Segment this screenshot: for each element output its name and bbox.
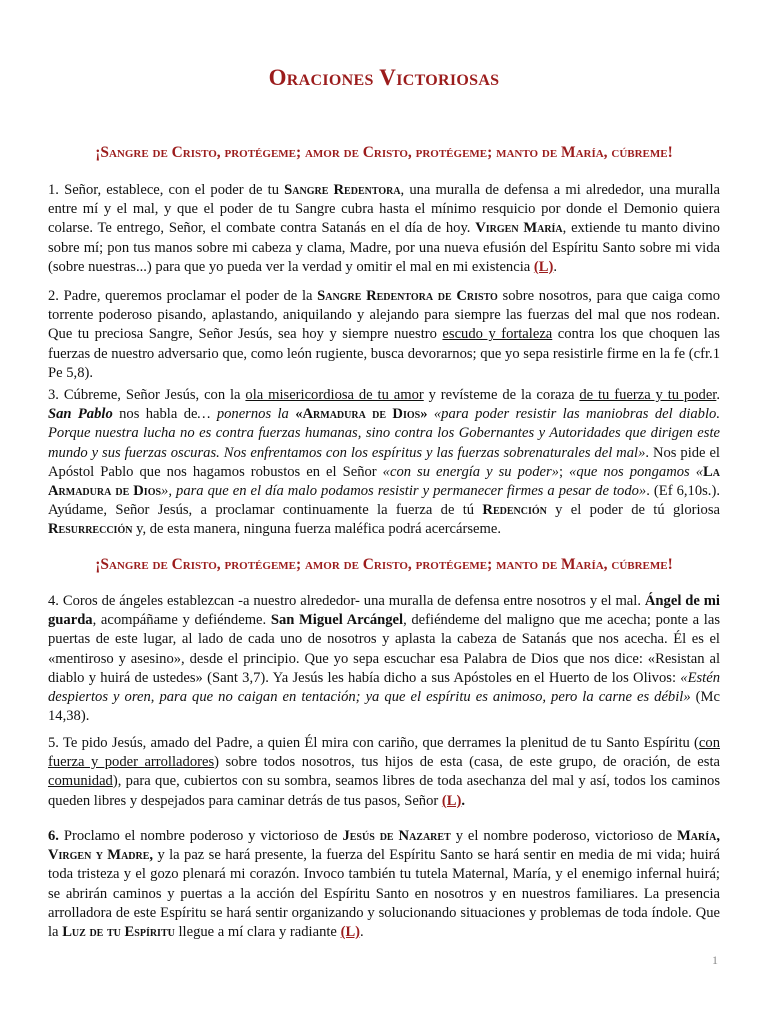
prayer-paragraph-6: 6. Proclamo el nombre poderoso y victorioso de Jesús de Nazaret y el nombre poderoso, victorioso de María, Virgen y Madre, y la paz se hará presente, la fuerza del Espíritu Santo se hará sentir en media de mi vida; huirá toda tristeza y el gozo plenará mi corazón. Invoco también tu tutela Maternal, María, y el enemigo infernal huirá; se abrirán caminos y puertas a la acción del Espíritu Santo en nosotros y en nuestros familiares. La presencia arrolladora de este Espíritu se hará sentir organizando y solucionando situaciones y problemas de toda índole. Que la Luz de tu Espíritu llegue a mí clara y radiante (L). xyxy=(48,828,720,941)
prayer-paragraph-2: 2. Padre, queremos proclamar el poder de la Sangre Redentora de Cristo sobre nosotros, para que caiga como torrente poderoso pisando, aplastando, aniquilando y alejando para siempre las fuerzas del mal que nos rodean. Que tu preciosa Sangre, Señor Jesús, sea hoy y siempre nuestro escudo y fortaleza contra los que choquen las fuerzas de nuestro adversario que, como león rugiente, busca devorarnos; que yo sepa resistirle firme en la fe (cfr.1 Pe 5,8). xyxy=(48,288,720,381)
link-l[interactable]: (L) xyxy=(533,258,554,275)
prayer-paragraph-1: 1. Señor, establece, con el poder de tu Sangre Redentora, una muralla de defensa a mi alrededor, una muralla entre mí y el mal, y que el poder de tu Sangre cubra hasta el mínimo resquicio por donde el Demonio quiera colarse. Te entrego, Señor, el combate contra Satanás en el día de hoy. Virgen María, extiende tu manto divino sobre mí; pon tus manos sobre mi cabeza y clama, Madre, por una nueva efusión del Espíritu Santo sobre mi vida (sobre nuestras...) para que yo pueda ver la verdad y omitir el mal en mi existencia (L). xyxy=(48,182,720,275)
link-l[interactable]: (L) xyxy=(340,924,361,941)
motto-heading: ¡Sangre de Cristo, protégeme; amor de Cristo, protégeme; manto de María, cúbreme! xyxy=(95,144,673,161)
prayer-paragraph-5: 5. Te pido Jesús, amado del Padre, a quien Él mira con cariño, que derrames la plenitud de tu Santo Espíritu (con fuerza y poder arrolladores) sobre todos nosotros, tus hijos de esta (casa, de este grupo, de oración, de esta comunidad), para que, cubiertos con su sombra, seamos libres de toda asechanza del mal y así, todos los caminos queden libres y despejados para caminar detrás de tus pasos, Señor (L). xyxy=(48,735,720,809)
motto-heading-repeat: ¡Sangre de Cristo, protégeme; amor de Cristo, protégeme; manto de María, cúbreme! xyxy=(95,556,673,573)
document-title: Oraciones Victoriosas xyxy=(268,65,500,90)
link-l[interactable]: (L) xyxy=(441,792,462,809)
prayer-paragraph-3: 3. Cúbreme, Señor Jesús, con la ola misericordiosa de tu amor y revísteme de la coraza de tu fuerza y tu poder. San Pablo nos habla de… ponernos la «Armadura de Dios» «para poder resistir las maniobras del diablo. Porque nuestra lucha no es contra fuerzas humanas, sino contra los Gobernantes y Autoridades que dirigen este mundo y sus fuerzas oscuras. Nos enfrentamos con los espíritus y las fuerzas sobrenaturales del mal». Nos pide el Apóstol Pablo que nos hagamos robustos en el Señor «con su energía y su poder»; «que nos pongamos «La Armadura de Dios», para que en el día malo podamos resistir y permanecer firmes a pesar de todo». (Ef 6,10s.). Ayúdame, Señor Jesús, a proclamar continuamente la fuerza de tú Redención y el poder de tú gloriosa Resurrección y, de esta manera, ninguna fuerza maléfica podrá acercárseme. xyxy=(48,387,721,538)
prayer-paragraph-4: 4. Coros de ángeles establezcan -a nuestro alrededor- una muralla de defensa entre nosotros y el mal. Ángel de mi guarda, acompáñame y defiéndeme. San Miguel Arcángel, defiéndeme del maligno que me acecha; ponte a las puertas de este lugar, al lado de cada uno de nosotros y aplasta la cabeza de Satanás que nos acecha. Él es el «mentiroso y asesino», desde el principio. Que yo sepa escuchar esa Palabra de Dios que nos dice: «Resistan al diablo y huirá de ustedes» (Sant 3,7). Ya Jesús les había dicho a sus Apóstoles en el Huerto de los Olivos: «Estén despiertos y oren, para que no caigan en tentación; ya que el espíritu es animoso, pero la carne es débil» (Mc 14,38). xyxy=(48,593,720,725)
page-number: 1 xyxy=(712,953,718,967)
